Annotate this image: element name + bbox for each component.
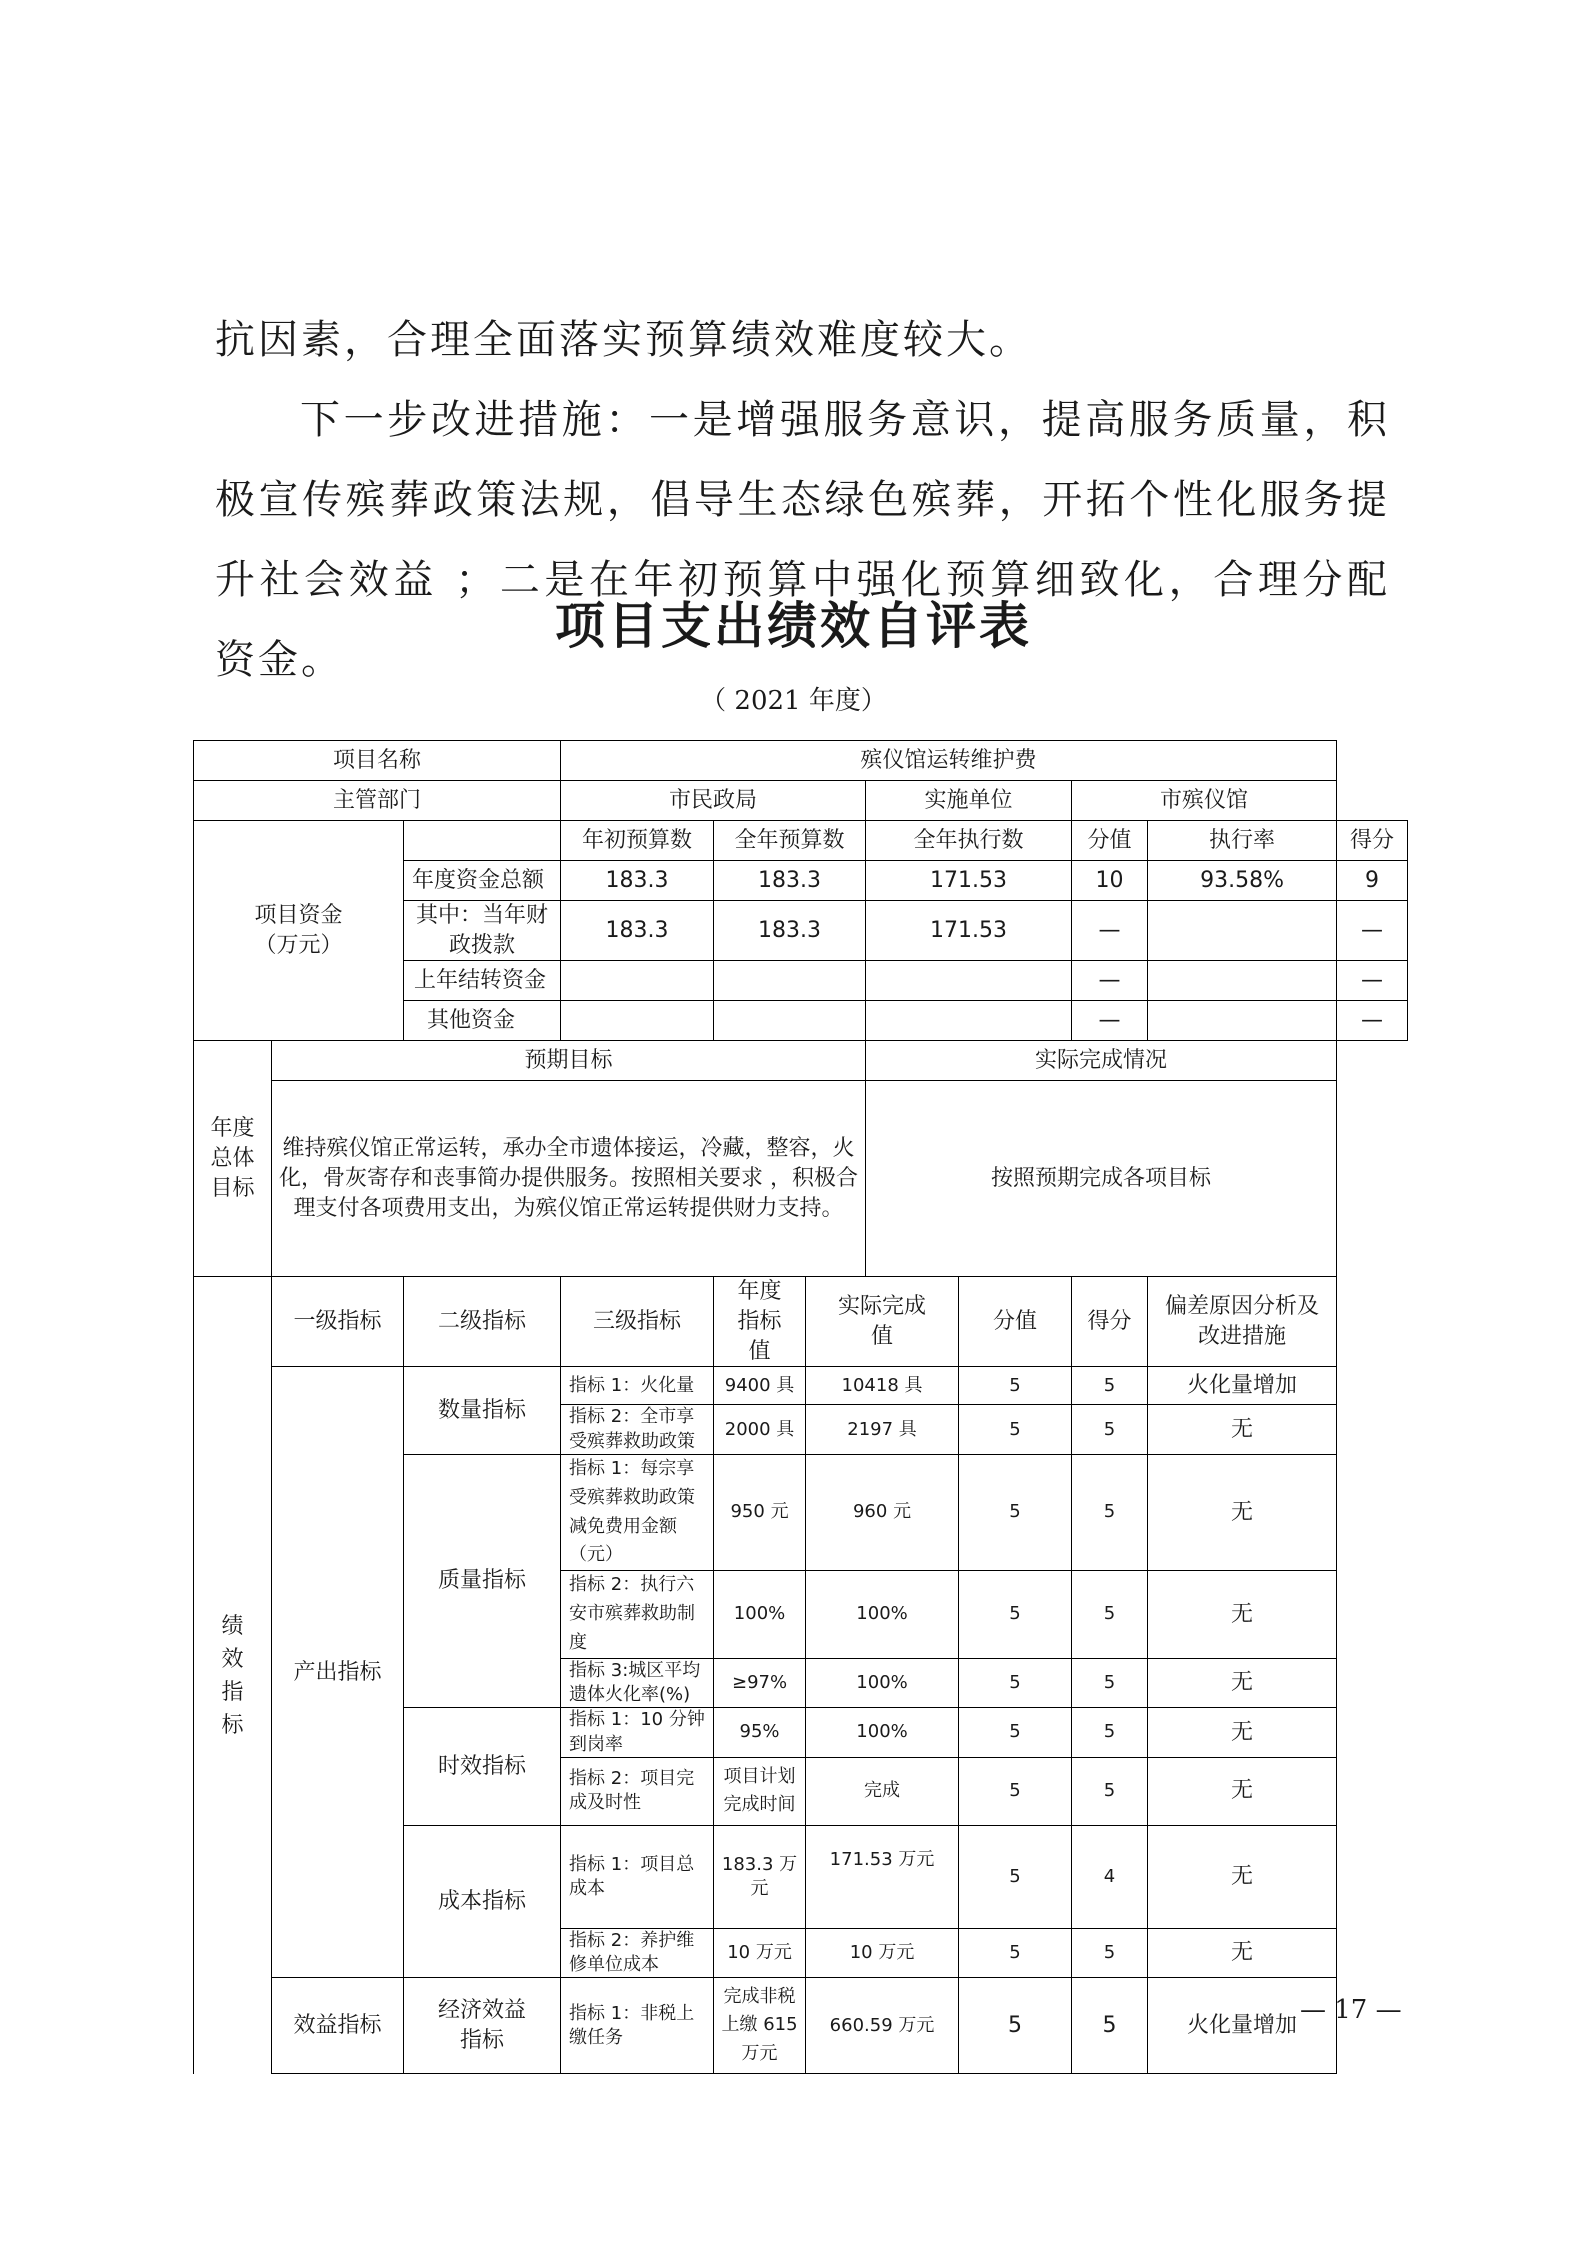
indicator-target: 项目计划完成时间 xyxy=(714,1757,806,1825)
funds-row-initial xyxy=(561,961,714,1001)
goals-expected-header: 预期目标 xyxy=(272,1041,866,1081)
paragraph-2: 下一步改进措施：一是增强服务意识，提高服务质量，积极宣传殡葬政策法规，倡导生态绿色殡葬，开拓个性化服务提升社会效益 ；二是在年初预算中强化预算细致化，合理分配资金。 xyxy=(215,397,1390,683)
goals-label-text: 年度总体目标 xyxy=(210,1116,255,1201)
indicator-row xyxy=(194,1978,1408,2074)
indicator-score: 5 xyxy=(1072,1571,1148,1658)
indicator-score: 4 xyxy=(1072,1825,1148,1928)
indicator-actual: 960 元 xyxy=(806,1455,959,1571)
funds-row-executed: 171.53 xyxy=(866,901,1072,961)
indicator-score: 5 xyxy=(1072,1405,1148,1455)
indicator-target: 100% xyxy=(714,1571,806,1658)
goals-label xyxy=(194,1041,272,1277)
indicator-name: 指标 1：10 分钟到岗率 xyxy=(561,1708,714,1758)
indicator-score-value: 5 xyxy=(959,1367,1072,1405)
department-value: 市民政局 xyxy=(561,781,866,821)
indicator-target: 9400 具 xyxy=(714,1367,806,1405)
funds-header-score-value: 分值 xyxy=(1072,821,1148,861)
funds-row-annual xyxy=(714,1001,866,1041)
funds-row-name: 年度资金总额 xyxy=(404,861,561,901)
header-level3: 三级指标 xyxy=(561,1277,714,1367)
department-label: 主管部门 xyxy=(194,781,561,821)
indicator-target: 完成非税上缴 615 万元 xyxy=(714,1978,806,2074)
indicators-label xyxy=(194,1277,272,2074)
indicator-analysis: 无 xyxy=(1148,1757,1337,1825)
funds-header-score: 得分 xyxy=(1337,821,1408,861)
goals-header-row xyxy=(194,1041,1408,1081)
project-name-label: 项目名称 xyxy=(194,741,561,781)
indicator-score: 5 xyxy=(1072,1928,1148,1978)
indicator-score-value: 5 xyxy=(959,1825,1072,1928)
indicator-analysis: 无 xyxy=(1148,1571,1337,1658)
indicator-name: 指标 2：养护维修单位成本 xyxy=(561,1928,714,1978)
funds-row-name: 其中：当年财政拨款 xyxy=(404,901,561,961)
funds-row-annual xyxy=(714,961,866,1001)
project-name-value: 殡仪馆运转维护费 xyxy=(561,741,1337,781)
indicator-name: 指标 2：全市享受殡葬救助政策 xyxy=(561,1405,714,1455)
table-title: 项目支出绩效自评表 xyxy=(555,596,1032,655)
indicator-score: 5 xyxy=(1072,1757,1148,1825)
indicator-name: 指标 2：项目完成及时性 xyxy=(561,1757,714,1825)
indicator-score-value: 5 xyxy=(959,1708,1072,1758)
funds-row-score: 9 xyxy=(1337,861,1408,901)
indicator-analysis: 火化量增加 xyxy=(1148,1978,1337,2074)
indicator-actual: 100% xyxy=(806,1571,959,1658)
indicator-score: 5 xyxy=(1072,1978,1148,2074)
funds-header-executed: 全年执行数 xyxy=(866,821,1072,861)
funds-row-rate xyxy=(1148,1001,1337,1041)
group-timeliness: 时效指标 xyxy=(404,1708,561,1826)
indicator-target: 950 元 xyxy=(714,1455,806,1571)
indicator-score-value: 5 xyxy=(959,1978,1072,2074)
indicator-actual: 10 万元 xyxy=(806,1928,959,1978)
indicator-analysis: 火化量增加 xyxy=(1148,1367,1337,1405)
indicator-score: 5 xyxy=(1072,1658,1148,1708)
implementing-unit-value: 市殡仪馆 xyxy=(1072,781,1337,821)
funds-row-rate xyxy=(1148,901,1337,961)
indicator-actual: 171.53 万元 xyxy=(806,1825,959,1928)
indicator-score: 5 xyxy=(1072,1708,1148,1758)
funds-row-initial: 183.3 xyxy=(561,861,714,901)
indicator-actual: 100% xyxy=(806,1658,959,1708)
header-target: 年度指标值 xyxy=(714,1277,806,1367)
header-score-value: 分值 xyxy=(959,1277,1072,1367)
indicator-score-value: 5 xyxy=(959,1928,1072,1978)
indicator-target: 2000 具 xyxy=(714,1405,806,1455)
indicator-score-value: 5 xyxy=(959,1455,1072,1571)
indicator-analysis: 无 xyxy=(1148,1708,1337,1758)
indicator-actual: 2197 具 xyxy=(806,1405,959,1455)
funds-label xyxy=(194,821,404,1041)
header-analysis: 偏差原因分析及改进措施 xyxy=(1148,1277,1337,1367)
funds-row-score: — xyxy=(1337,961,1408,1001)
funds-row-score-value: — xyxy=(1072,1001,1148,1041)
funds-row-rate xyxy=(1148,961,1337,1001)
funds-row-score: — xyxy=(1337,1001,1408,1041)
indicator-score-value: 5 xyxy=(959,1757,1072,1825)
funds-row-executed: 171.53 xyxy=(866,861,1072,901)
indicator-analysis: 无 xyxy=(1148,1405,1337,1455)
indicator-score: 5 xyxy=(1072,1455,1148,1571)
funds-header-row xyxy=(194,821,1408,861)
group-quality: 质量指标 xyxy=(404,1455,561,1708)
indicator-name: 指标 3:城区平均遗体火化率(%) xyxy=(561,1658,714,1708)
header-level1: 一级指标 xyxy=(272,1277,404,1367)
funds-row-initial: 183.3 xyxy=(561,901,714,961)
funds-row-name: 其他资金 xyxy=(404,1001,561,1041)
funds-row-score-value: 10 xyxy=(1072,861,1148,901)
implementing-unit-label: 实施单位 xyxy=(866,781,1072,821)
output-label: 产出指标 xyxy=(272,1367,404,1978)
group-economic: 经济效益指标 xyxy=(404,1978,561,2074)
funds-row-name: 上年结转资金 xyxy=(404,961,561,1001)
indicator-analysis: 无 xyxy=(1148,1928,1337,1978)
funds-header-annual: 全年预算数 xyxy=(714,821,866,861)
header-level2: 二级指标 xyxy=(404,1277,561,1367)
project-name-row xyxy=(194,741,1408,781)
funds-row-score-value: — xyxy=(1072,961,1148,1001)
page-number: — 17 — xyxy=(1300,1995,1402,2025)
goals-content-row xyxy=(194,1081,1408,1277)
funds-label-line1: 项目资金 xyxy=(254,903,343,928)
indicator-actual: 10418 具 xyxy=(806,1367,959,1405)
goals-actual-header: 实际完成情况 xyxy=(866,1041,1337,1081)
table-year: （ 2021 年度） xyxy=(700,686,887,716)
indicator-target: ≥97% xyxy=(714,1658,806,1708)
indicators-label-text: 绩效指标 xyxy=(221,1613,244,1738)
funds-row-initial xyxy=(561,1001,714,1041)
indicator-target: 183.3 万元 xyxy=(714,1825,806,1928)
indicator-analysis: 无 xyxy=(1148,1455,1337,1571)
funds-row-score: — xyxy=(1337,901,1408,961)
indicator-score-value: 5 xyxy=(959,1658,1072,1708)
funds-row-rate: 93.58% xyxy=(1148,861,1337,901)
indicator-target: 10 万元 xyxy=(714,1928,806,1978)
performance-table xyxy=(193,740,1408,2074)
indicator-name: 指标 1：每宗享受殡葬救助政策减免费用金额（元） xyxy=(561,1455,714,1571)
indicator-actual: 660.59 万元 xyxy=(806,1978,959,2074)
indicator-actual: 100% xyxy=(806,1708,959,1758)
funds-header-empty xyxy=(404,821,561,861)
funds-header-rate: 执行率 xyxy=(1148,821,1337,861)
indicator-analysis: 无 xyxy=(1148,1658,1337,1708)
indicator-name: 指标 1：火化量 xyxy=(561,1367,714,1405)
group-quantity: 数量指标 xyxy=(404,1367,561,1455)
benefit-label: 效益指标 xyxy=(272,1978,404,2074)
paragraph-1: 抗因素，合理全面落实预算绩效难度较大。 xyxy=(215,317,1032,363)
funds-row-annual: 183.3 xyxy=(714,861,866,901)
indicator-target: 95% xyxy=(714,1708,806,1758)
indicator-name: 指标 1：项目总成本 xyxy=(561,1825,714,1928)
indicator-score-value: 5 xyxy=(959,1405,1072,1455)
funds-label-line2: （万元） xyxy=(254,932,343,958)
indicator-actual: 完成 xyxy=(806,1757,959,1825)
department-row xyxy=(194,781,1408,821)
indicator-score-value: 5 xyxy=(959,1571,1072,1658)
goals-actual-text: 按照预期完成各项目标 xyxy=(866,1081,1337,1277)
goals-expected-text: 维持殡仪馆正常运转，承办全市遗体接运，冷藏，整容，火化，骨灰寄存和丧事简办提供服务。按照相关要求 ，积极合理支付各项费用支出，为殡仪馆正常运转提供财力支持。 xyxy=(272,1081,866,1277)
indicators-header-row xyxy=(194,1277,1408,1367)
header-actual: 实际完成值 xyxy=(806,1277,959,1367)
indicator-analysis: 无 xyxy=(1148,1825,1337,1928)
funds-row-executed xyxy=(866,961,1072,1001)
indicator-row xyxy=(194,1367,1408,1405)
indicator-score: 5 xyxy=(1072,1367,1148,1405)
indicator-name: 指标 1：非税上缴任务 xyxy=(561,1978,714,2074)
funds-row-annual: 183.3 xyxy=(714,901,866,961)
header-score: 得分 xyxy=(1072,1277,1148,1367)
funds-row-executed xyxy=(866,1001,1072,1041)
funds-row-score-value: — xyxy=(1072,901,1148,961)
group-cost: 成本指标 xyxy=(404,1825,561,1978)
funds-header-initial: 年初预算数 xyxy=(561,821,714,861)
indicator-name: 指标 2：执行六安市殡葬救助制度 xyxy=(561,1571,714,1658)
